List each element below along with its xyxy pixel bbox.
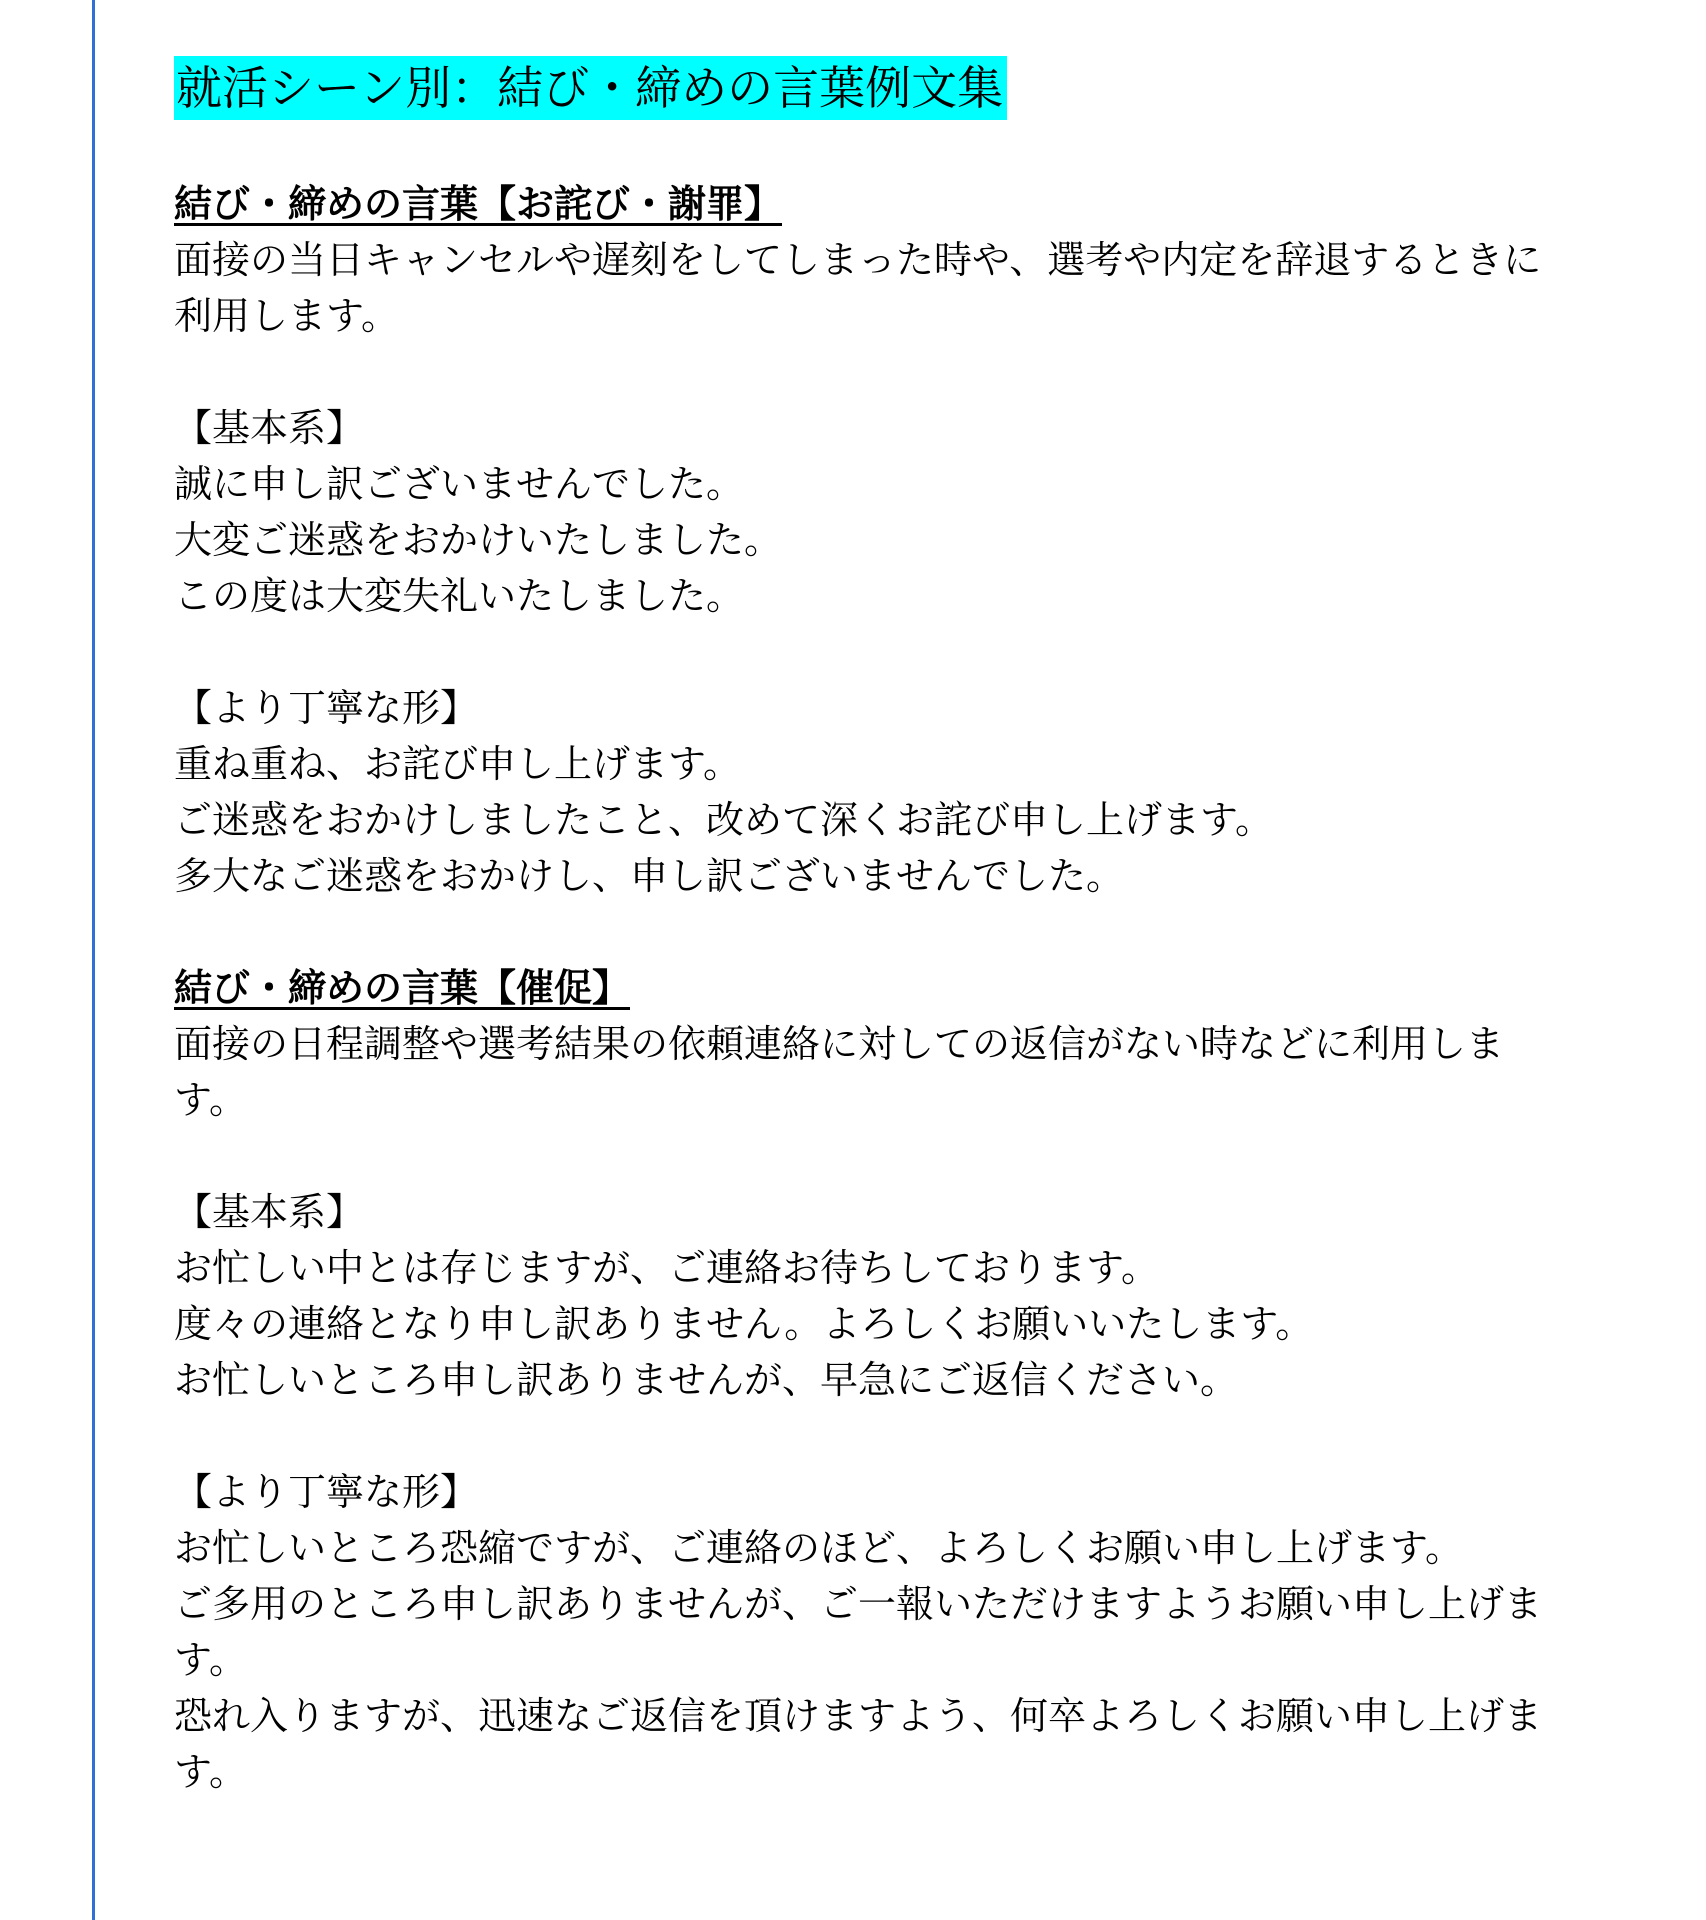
example-sentence: 度々の連絡となり申し訳ありません。よろしくお願いいたします。 (174, 1302, 1314, 1346)
section-description: 面接の日程調整や選考結果の依頼連絡に対しての返信がない時などに利用します。 (174, 1022, 1505, 1122)
example-sentence: 誠に申し訳ございませんでした。 (174, 462, 745, 506)
example-sentence: ご多用のところ申し訳ありませんが、ご一報いただけますようお願い申し上げます。 (174, 1582, 1543, 1682)
example-sentence: お忙しいところ申し訳ありませんが、早急にご返信ください。 (174, 1358, 1239, 1402)
example-sentence: ご迷惑をおかけしましたこと、改めて深くお詫び申し上げます。 (174, 798, 1273, 842)
example-group-basic (174, 400, 1574, 624)
example-sentence: 多大なご迷惑をおかけし、申し訳ございませんでした。 (174, 854, 1125, 898)
group-label: 【基本系】 (174, 406, 365, 450)
group-label: 【より丁寧な形】 (174, 686, 479, 730)
example-group-polite (174, 680, 1574, 904)
document-title: 就活シーン別：結び・締めの言葉例文集 (174, 56, 1007, 120)
group-label: 【基本系】 (174, 1190, 365, 1234)
group-label: 【より丁寧な形】 (174, 1470, 479, 1514)
example-group-basic (174, 1184, 1574, 1408)
section-description: 面接の当日キャンセルや遅刻をしてしまった時や、選考や内定を辞退するときに利用します。 (174, 238, 1542, 338)
example-sentence: 重ね重ね、お詫び申し上げます。 (174, 742, 741, 786)
example-sentence: 恐れ入りますが、迅速なご返信を頂けますよう、何卒よろしくお願い申し上げます。 (174, 1694, 1543, 1794)
section-heading: 結び・締めの言葉【催促】 (174, 966, 631, 1010)
example-sentence: この度は大変失礼いたしました。 (174, 574, 745, 618)
section-heading: 結び・締めの言葉【お詫び・謝罪】 (174, 182, 783, 226)
section-reminder (174, 960, 1574, 1800)
example-sentence: 大変ご迷惑をおかけいたしました。 (174, 518, 783, 562)
section-apology (174, 176, 1574, 904)
document-body (174, 56, 1574, 1800)
example-group-polite (174, 1464, 1574, 1800)
example-sentence: お忙しいところ恐縮ですが、ご連絡のほど、よろしくお願い申し上げます。 (174, 1526, 1463, 1570)
example-sentence: お忙しい中とは存じますが、ご連絡お待ちしております。 (174, 1246, 1159, 1290)
page-margin-line (92, 0, 95, 1920)
